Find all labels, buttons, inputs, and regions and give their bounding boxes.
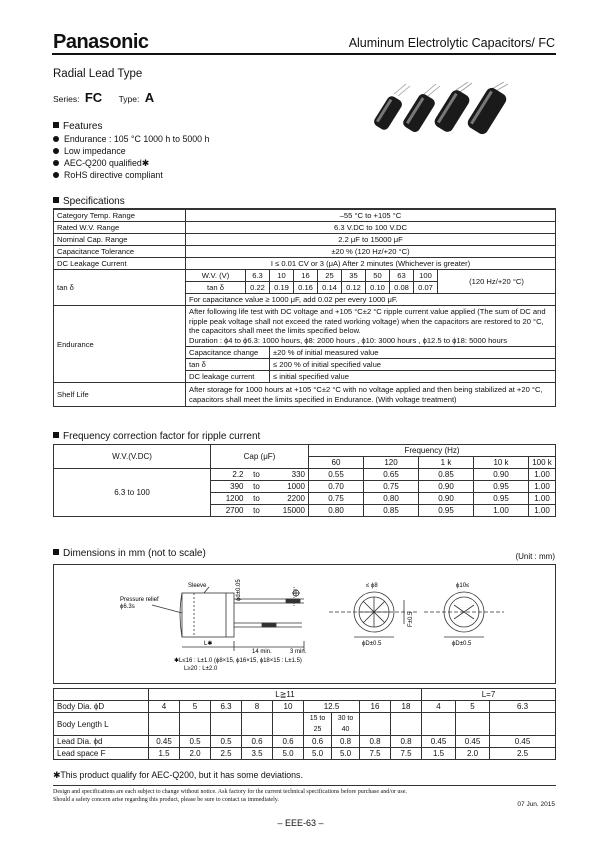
endurance-limit-row: DC leakage current ≤ initial specified value [54,371,556,383]
ripple-table: W.V.(V.DC) Cap (μF) Frequency (Hz) 60 120 1 k 10 k 100 k 6.3 to 100 2.2 to 330 0.55 0.65 0.85 0.90 1.00 390 to 1000 0.70 0.75 0.90 0.95 1.00 1200 to 2200 0.75 0.80 0.90 0.95 1.00 2700 to 15000 0.80 0.85 0.95 1.00 1.00 [53,444,556,517]
spec-row: Nominal Cap. Range 2.2 μF to 15000 μF [54,234,556,246]
bullet-icon [53,148,59,154]
sleeve-label: Sleeve [188,583,207,589]
spec-row: DC Leakage Current I ≤ 0.01 CV or 3 (μA) After 2 minutes (Whichever is greater) [54,258,556,270]
features-heading: Features [53,121,102,132]
type-value: A [144,90,155,105]
length-label: L✱ [204,641,213,647]
tolerance-note-2: L≥20 : L±2.0 [184,666,218,672]
brand-logo: Panasonic [53,31,149,53]
dimension-row: Body Dia. ϕD 4 5 6.3 8 10 12.5 16 18 4 5 6.3 [54,701,556,713]
body-dia-label-2: ϕD±0.5 [452,641,472,647]
bullet-icon [53,172,59,178]
ripple-row: 6.3 to 100 2.2 to 330 0.55 0.65 0.85 0.90 1.00 [54,469,556,481]
features-list [53,133,209,181]
endurance-limit-row: tan δ ≤ 200 % of initial specified value [54,359,556,371]
pressure-relief-label: Pressure relief [120,597,159,603]
spec-row: Rated W.V. Range 6.3 V.DC to 100 V.DC [54,222,556,234]
series-line [53,90,154,105]
feature-item: Endurance : 105 °C 1000 h to 5000 h [53,133,209,145]
spec-row: Capacitance Tolerance ±20 % (120 Hz/+20 °C) [54,246,556,258]
dimension-drawing [54,565,555,683]
footer-date: 07 Jun. 2015 [517,801,555,808]
feature-item: RoHS directive compliant [53,169,209,181]
dimension-row: Lead space F 1.5 2.0 2.5 3.5 5.0 5.0 5.0 7.5 7.5 1.5 2.0 2.5 [54,748,556,760]
unit-label: (Unit : mm) [515,552,555,561]
lead-diameter-label: ϕd±0.05 [236,579,242,601]
phi10-label: ϕ10≤ [456,583,470,589]
footer-disclaimer-2: Should a safety concern arise regarding this product, please be sure to contact us immediately. [53,797,279,803]
specifications-table [53,209,556,407]
lead-length-14-label: 14 min. [252,649,272,655]
phi8-label: ≤ ϕ8 [366,583,378,589]
dimension-row: Body Length L 15 to 25 30 to 40 [54,713,556,736]
dimension-drawing-frame [53,564,556,684]
endurance-limit-row: Capacitance change ±20 % of initial measured value [54,347,556,359]
series-value: FC [84,90,103,105]
ripple-heading: Frequency correction factor for ripple current [53,431,260,442]
capacitor-product-image [372,82,522,142]
feature-item: AEC-Q200 qualified✱ [53,157,209,169]
tan-row: tan δ W.V. (V) 6.3 10 16 25 35 50 63 100 (120 Hz/+20 °C) [54,270,556,282]
feature-item: Low impedance [53,145,209,157]
type-label: Type: [118,94,140,104]
dimension-row: Lead Dia. ϕd 0.45 0.5 0.5 0.6 0.6 0.6 0.8 0.8 0.8 0.45 0.45 0.45 [54,736,556,748]
aec-footnote: ✱This product qualify for AEC-Q200, but it has some deviations. [53,770,303,780]
specifications-heading: Specifications [53,196,125,207]
spec-row: Category Temp. Range –55 °C to +105 °C [54,210,556,222]
page-number: – EEE-63 – [277,818,324,828]
length-split-a: 15 to 25 [304,713,332,736]
ripple-row: 2700 to 15000 0.80 0.85 0.95 1.00 1.00 [54,505,556,517]
bullet-icon [53,160,59,166]
header-rule [52,53,556,55]
ripple-row: 1200 to 2200 0.75 0.80 0.90 0.95 1.00 [54,493,556,505]
dimensions-table: L≧11 L=7 Body Dia. ϕD 4 5 6.3 8 10 12.5 16 18 4 5 6.3 Body Length L 15 to 25 30 to 40 Lead Dia. ϕd 0.45 0.5 0.5 0.6 0.6 0.6 0.8 0.8 0.8 0.45 0.45 0.45 Lead space F 1.5 2.0 2.5 3.5 5.0 5.0 5.0 7.5 7.5 1.5 2.0 2.5 [53,688,556,760]
dimensions-heading: Dimensions in mm (not to scale) [53,548,206,559]
lead-length-3-label: 3 min. [290,649,307,655]
endurance-row: Endurance After following life test with DC voltage and +105 °C±2 °C ripple current value applied (The sum of DC and ripple peak voltage shall not exceed the rated working voltage) when the capacitors are restored to 20 °C, the capacitors shall meet the limits specified below. Duration : ϕ4 to ϕ6.3: 1000 hours, ϕ8: 2000 hours , ϕ10: 3000 hours , ϕ12.5 to ϕ18: 5000 hours [54,306,556,347]
series-label: Series: [53,94,80,104]
shelf-life-row: Shelf Life After storage for 1000 hours at +105 °C±2 °C with no voltage applied and then being stabilized at +20 °C, capacitors shall meet the limits specified in Endurance. (With voltage treatment) [54,383,556,407]
document-title: Aluminum Electrolytic Capacitors/ FC [348,36,555,50]
phi63s-label: ϕ6.3s [120,604,135,610]
lead-type-title: Radial Lead Type [53,68,143,80]
body-dia-label-1: ϕD±0.5 [362,641,382,647]
footer-disclaimer-1: Design and specifications are each subject to change without notice. Ask factory for the current technical specifications before purchase and/or use. [53,789,407,795]
ripple-row: 390 to 1000 0.70 0.75 0.90 0.95 1.00 [54,481,556,493]
length-split-b: 30 to 40 [332,713,360,736]
lead-space-label: F±0.5 [408,611,414,627]
tan-row: tan δ 0.22 0.19 0.16 0.14 0.12 0.10 0.08 0.07 [54,282,556,294]
bullet-icon [53,136,59,142]
tan-note-row: For capacitance value ≥ 1000 μF, add 0.02 per every 1000 μF. [54,294,556,306]
tolerance-note-1: ✱L≤16 : L±1.0 (ϕ8×15, ϕ16×15, ϕ18×15 : L±1.5) [174,658,302,664]
